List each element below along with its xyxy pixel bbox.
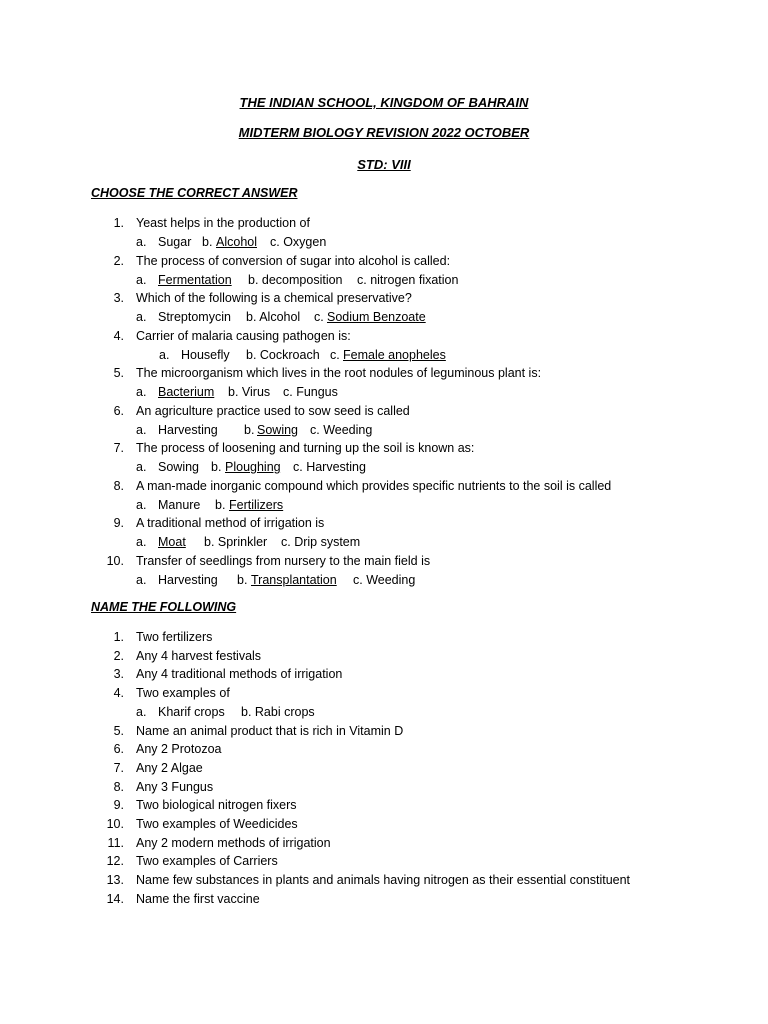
question-text: Yeast helps in the production of (136, 216, 310, 230)
question-number: 5. (113, 366, 124, 380)
correct-answer-option: Alcohol (216, 235, 257, 249)
answer-option: a. (136, 385, 147, 399)
question-number: 9. (113, 516, 124, 530)
answer-option: a. (136, 422, 147, 437)
correct-answer-option: Transplantation (251, 572, 337, 587)
sub-option: Kharif crops (158, 704, 225, 719)
item-text: Any 4 traditional methods of irrigation (136, 667, 343, 682)
item-text: Any 2 Protozoa (136, 742, 222, 757)
answer-option: Harvesting (158, 422, 218, 437)
item-text: Any 3 Fungus (136, 779, 214, 794)
item-text: Any 4 harvest festivals (136, 648, 262, 663)
item-number: 11. (107, 835, 124, 850)
question-text: Which of the following is a chemical preservative? (136, 291, 412, 305)
question-number: 8. (113, 478, 124, 493)
answer-option: c. (314, 310, 324, 324)
sub-option: b. Rabi crops (241, 704, 315, 719)
answer-option: c. nitrogen fixation (357, 272, 459, 287)
correct-answer-option: Sowing (257, 422, 298, 437)
answer-option: a. (136, 535, 147, 549)
item-number: 7. (113, 760, 124, 775)
standard-title: STD: VIII (357, 157, 411, 172)
answer-option: b. (237, 572, 248, 587)
item-text: Two fertilizers (136, 630, 213, 644)
question-text: A traditional method of irrigation is (136, 516, 325, 530)
question-text: An agriculture practice used to sow seed is called (136, 403, 410, 418)
answer-option: Harvesting (158, 572, 218, 587)
answer-option: a. (136, 235, 147, 249)
item-number: 12. (106, 854, 124, 869)
answer-option: c. Oxygen (270, 235, 327, 249)
item-text: Name an animal product that is rich in Vitamin D (136, 723, 404, 738)
item-text: Two examples of (136, 686, 230, 701)
question-number: 7. (113, 441, 124, 455)
item-number: 10. (106, 817, 124, 831)
answer-option: Streptomycin (158, 310, 231, 324)
question-text: The microorganism which lives in the root nodules of leguminous plant is: (136, 366, 542, 380)
answer-option: c. Fungus (283, 385, 338, 399)
question-number: 6. (113, 403, 124, 418)
answer-option: Sugar (158, 235, 192, 249)
correct-answer-option: Moat (158, 535, 186, 549)
question-text: Transfer of seedlings from nursery to the main field is (136, 553, 431, 568)
section2-heading: NAME THE FOLLOWING (91, 600, 237, 614)
item-number: 5. (113, 723, 124, 738)
answer-option: c. Drip system (281, 535, 361, 549)
answer-option: a. (136, 310, 147, 324)
answer-option: b. (202, 235, 213, 249)
answer-option: b. (215, 497, 226, 512)
item-text: Name few substances in plants and animals having nitrogen as their essential constituent (136, 873, 631, 888)
item-number: 4. (113, 686, 124, 701)
answer-option: a. (136, 460, 147, 474)
answer-option: c. Harvesting (293, 460, 366, 474)
correct-answer-option: Ploughing (225, 460, 281, 474)
answer-option: c. Weeding (310, 422, 373, 437)
answer-option: a. (136, 572, 147, 587)
correct-answer-option: Sodium Benzoate (327, 310, 426, 324)
answer-option: b. Sprinkler (204, 535, 268, 549)
item-text: Two biological nitrogen fixers (136, 798, 297, 813)
answer-option: Sowing (158, 460, 199, 474)
item-text: Any 2 modern methods of irrigation (136, 835, 331, 850)
answer-option: b. Alcohol (246, 310, 301, 324)
item-number: 9. (113, 798, 124, 813)
item-text: Any 2 Algae (136, 760, 203, 775)
item-number: 2. (113, 648, 124, 663)
answer-option: Manure (158, 497, 201, 512)
item-text: Name the first vaccine (136, 891, 260, 906)
question-number: 4. (113, 328, 124, 343)
question-number: 2. (113, 253, 124, 268)
item-number: 3. (113, 667, 124, 682)
section1-heading: CHOOSE THE CORRECT ANSWER (91, 186, 298, 200)
answer-option: a. (159, 347, 170, 362)
school-title: THE INDIAN SCHOOL, KINGDOM OF BAHRAIN (239, 95, 529, 110)
question-text: The process of loosening and turning up the soil is known as: (136, 441, 475, 455)
question-number: 10. (106, 553, 124, 568)
item-number: 1. (113, 630, 124, 644)
correct-answer-option: Fermentation (158, 272, 232, 287)
question-text: Carrier of malaria causing pathogen is: (136, 328, 351, 343)
answer-option: c. Weeding (353, 572, 416, 587)
item-number: 6. (113, 742, 124, 757)
question-number: 3. (113, 291, 124, 305)
item-number: 8. (113, 779, 124, 794)
item-number: 13. (106, 873, 124, 888)
answer-option: b. Virus (228, 385, 271, 399)
correct-answer-option: Bacterium (158, 385, 215, 399)
answer-option: b. (211, 460, 222, 474)
exam-title: MIDTERM BIOLOGY REVISION 2022 OCTOBER (238, 125, 530, 140)
sub-option: a. (136, 704, 147, 719)
item-text: Two examples of Carriers (136, 854, 278, 869)
answer-option: b. decomposition (248, 272, 343, 287)
correct-answer-option: Fertilizers (229, 497, 284, 512)
question-text: A man-made inorganic compound which provides specific nutrients to the soil is called (136, 478, 612, 493)
answer-option: b. Cockroach (246, 347, 320, 362)
answer-option: b. (244, 422, 255, 437)
question-text: The process of conversion of sugar into alcohol is called: (136, 253, 451, 268)
answer-option: c. (330, 347, 340, 362)
answer-option: Housefly (181, 347, 230, 362)
correct-answer-option: Female anopheles (343, 347, 446, 362)
question-number: 1. (113, 216, 124, 230)
answer-option: a. (136, 272, 147, 287)
item-text: Two examples of Weedicides (136, 817, 298, 831)
answer-option: a. (136, 497, 147, 512)
item-number: 14. (106, 891, 124, 906)
